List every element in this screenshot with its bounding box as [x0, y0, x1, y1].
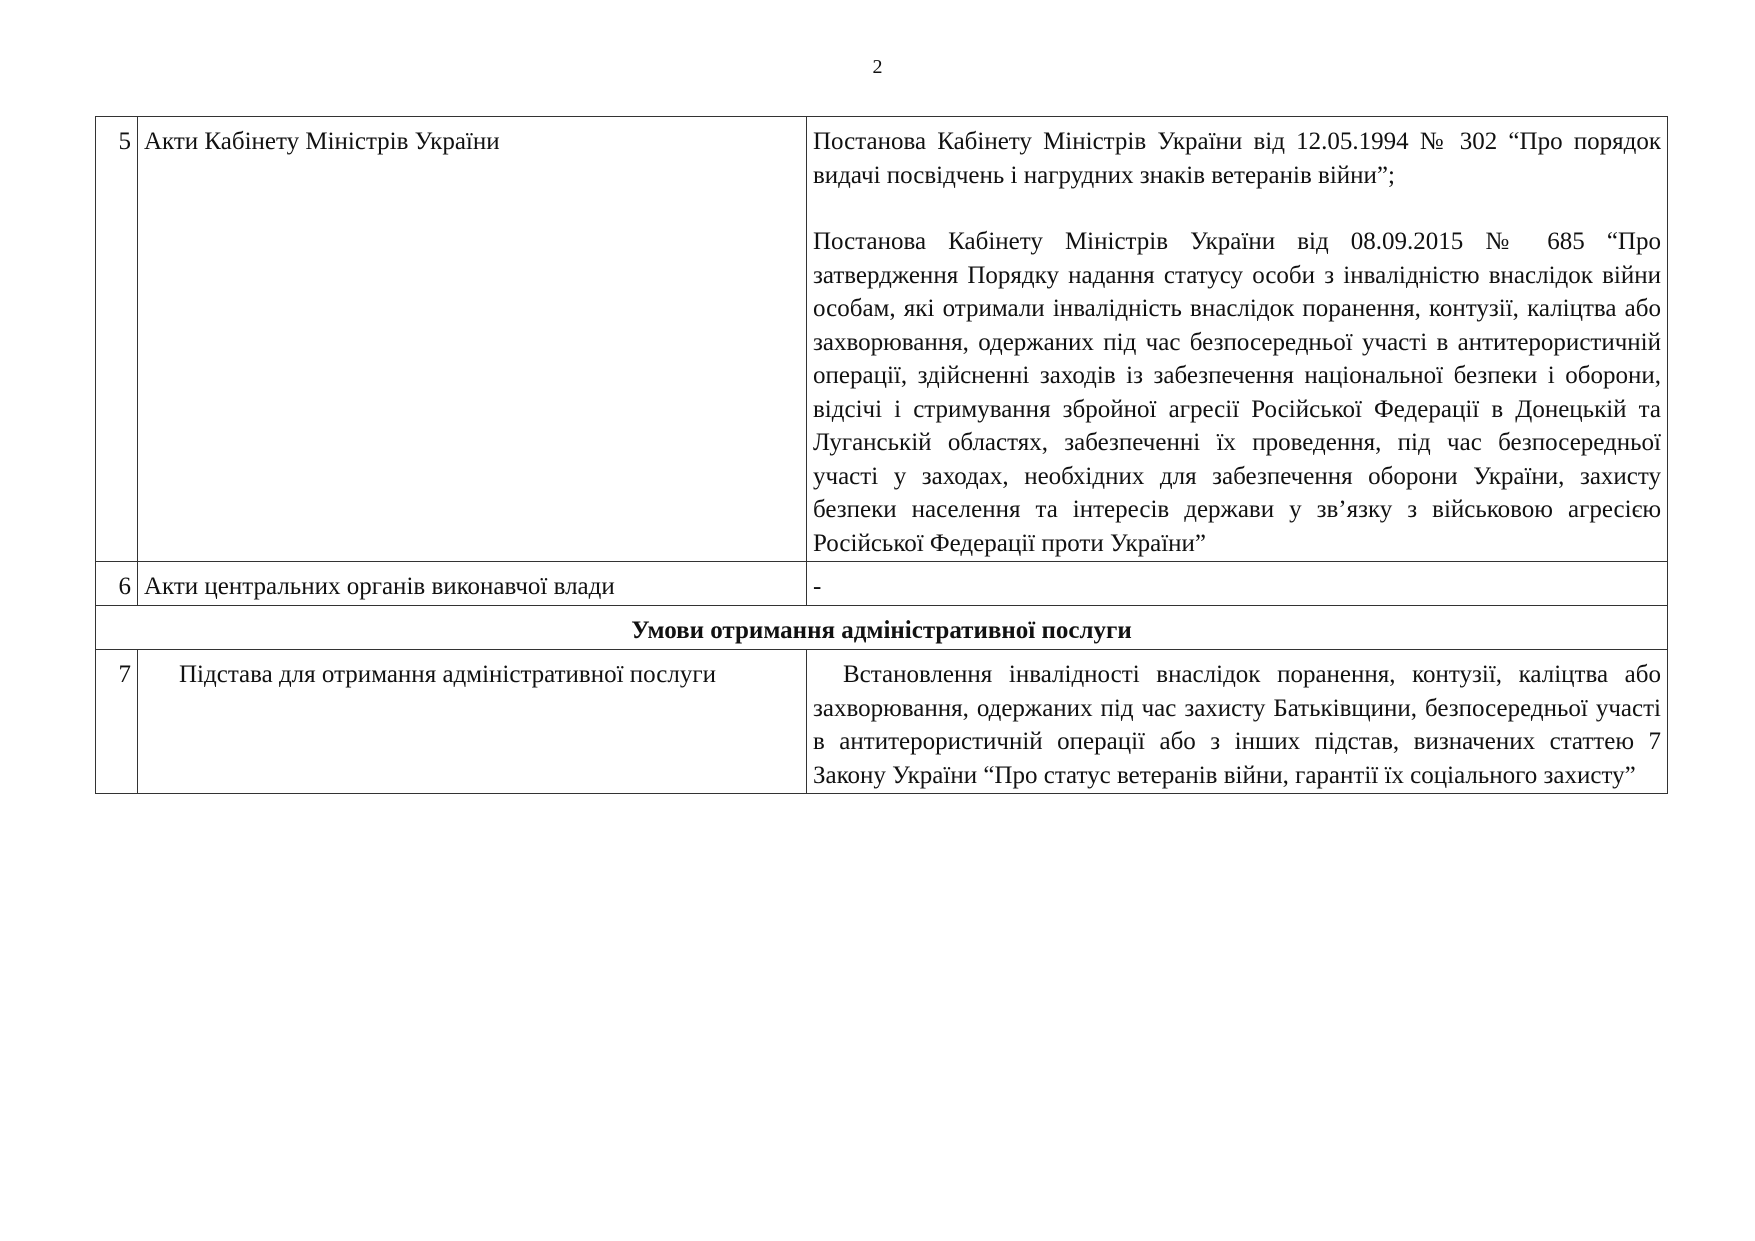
row-value — [807, 650, 1668, 794]
value-paragraph: Встановлення інвалідності внаслідок поранення, контузії, каліцтва або захворювання, одержаних під час захисту Батьківщини, безпосередньої участі в антитерористичній операції або з інших підстав, визначених статтею 7 Закону України “Про статус ветеранів війни, гарантії їх соціального захисту” — [813, 661, 1661, 789]
row-name: Підстава для отримання адміністративної послуги — [138, 650, 807, 794]
table-row — [96, 650, 1668, 794]
value-paragraph: Постанова Кабінету Міністрів України від 08.09.2015 № 685 “Про затвердження Порядку надання статусу особи з інвалідністю внаслідок війни особам, які отримали інвалідність внаслідок поранення, контузії, каліцтва або захворювання, одержаних під час безпосередньої участі в антитерористичній операції, здійсненні заходів із забезпечення національної безпеки і оборони, відсічі і стримування збройної агресії Російської Федерації в Донецькій та Луганській областях, забезпеченні їх проведення, під час безпосередньої участі у заходах, необхідних для забезпечення оборони України, захисту безпеки населення та інтересів держави у зв’язку з військовою агресією Російської Федерації проти України” — [813, 228, 1661, 557]
row-name: Акти Кабінету Міністрів України — [138, 117, 807, 562]
row-number: 6 — [96, 562, 138, 606]
row-value: - — [807, 562, 1668, 606]
section-title: Умови отримання адміністративної послуги — [96, 605, 1668, 650]
row-name: Акти центральних органів виконавчої влади — [138, 562, 807, 606]
page-number: 2 — [872, 56, 883, 78]
services-table — [95, 116, 1668, 794]
row-value — [807, 117, 1668, 562]
section-header-row — [96, 605, 1668, 650]
row-number: 7 — [96, 650, 138, 794]
row-number: 5 — [96, 117, 138, 562]
table-row — [96, 117, 1668, 562]
value-paragraph: Постанова Кабінету Міністрів України від 12.05.1994 № 302 “Про порядок видачі посвідчень і нагрудних знаків ветеранів війни”; — [813, 128, 1661, 189]
table-row — [96, 562, 1668, 606]
